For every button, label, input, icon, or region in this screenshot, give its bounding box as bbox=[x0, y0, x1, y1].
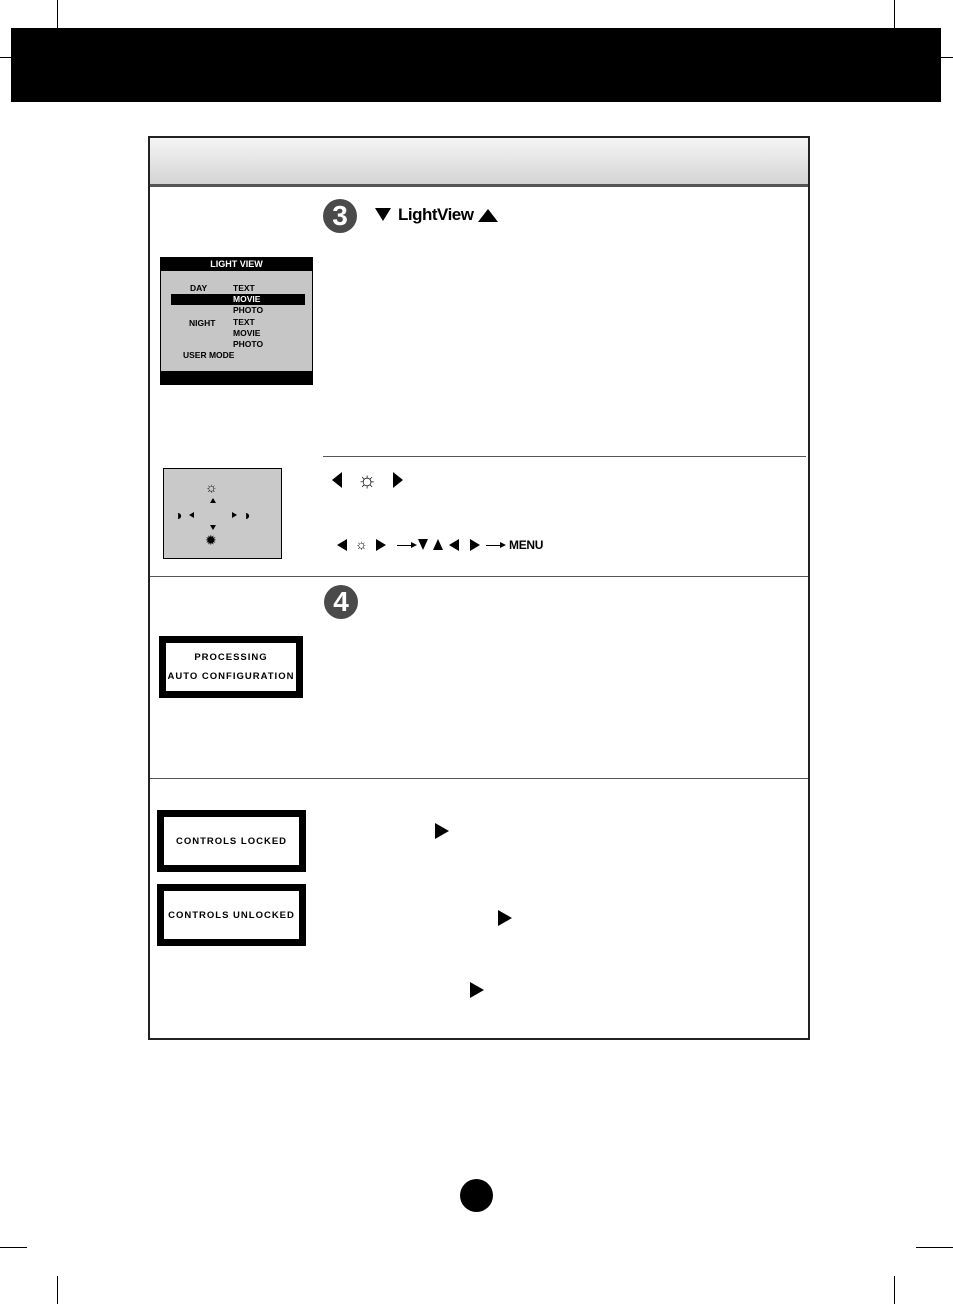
osd-group-day: DAY bbox=[190, 283, 208, 293]
brightness-icon: ☼ bbox=[355, 536, 368, 552]
osd-option-night-movie: MOVIE bbox=[233, 328, 261, 338]
section-title-band bbox=[150, 138, 808, 187]
osd-option-night-photo: PHOTO bbox=[233, 339, 264, 349]
controls-unlocked-box bbox=[157, 884, 306, 946]
controls-unlocked-text: CONTROLS UNLOCKED bbox=[168, 909, 295, 921]
left-triangle-icon bbox=[337, 539, 347, 551]
lightview-label: LightView bbox=[398, 205, 474, 224]
up-arrow-icon bbox=[210, 498, 216, 503]
left-arrow-icon bbox=[189, 512, 194, 518]
right-triangle-icon bbox=[376, 539, 386, 551]
light-view-osd bbox=[160, 257, 313, 385]
brightness-dark-icon: ✹ bbox=[205, 532, 217, 548]
down-triangle-icon bbox=[418, 539, 428, 550]
crop-mark bbox=[894, 1276, 895, 1304]
right-arrow-icon bbox=[470, 982, 484, 998]
contrast-icon: ◑ bbox=[242, 507, 251, 523]
down-triangle-icon bbox=[375, 208, 391, 221]
processing-line-2: AUTO CONFIGURATION bbox=[167, 671, 295, 682]
crop-mark bbox=[0, 57, 11, 58]
up-triangle-icon bbox=[478, 209, 498, 222]
section-divider bbox=[323, 456, 806, 457]
crop-mark bbox=[57, 0, 58, 28]
osd-title: LIGHT VIEW bbox=[161, 258, 312, 271]
osd-option-day-movie: MOVIE bbox=[233, 294, 261, 304]
crop-mark bbox=[894, 0, 895, 28]
osd-option-day-text: TEXT bbox=[233, 283, 255, 293]
osd-user-mode: USER MODE bbox=[183, 350, 235, 360]
sequence-arrow bbox=[397, 545, 411, 546]
osd-option-night-text: TEXT bbox=[233, 317, 255, 327]
right-arrow-icon bbox=[435, 823, 449, 839]
osd-option-day-photo: PHOTO bbox=[233, 305, 264, 315]
step-4-number: 4 bbox=[324, 585, 358, 619]
right-triangle-icon bbox=[470, 539, 480, 551]
right-arrow-icon bbox=[232, 512, 237, 518]
processing-line-1: PROCESSING bbox=[194, 652, 268, 663]
left-triangle-icon bbox=[449, 539, 459, 551]
crop-mark bbox=[0, 1247, 27, 1248]
button-diagram bbox=[163, 468, 282, 559]
crop-mark bbox=[941, 57, 953, 58]
brightness-icon: ☼ bbox=[205, 479, 218, 495]
up-triangle-icon bbox=[433, 539, 443, 550]
osd-footer bbox=[161, 371, 312, 384]
osd-group-night: NIGHT bbox=[189, 318, 216, 328]
menu-label: MENU bbox=[509, 538, 544, 552]
page-header-bar bbox=[11, 28, 941, 102]
brightness-icon: ☼ bbox=[357, 467, 378, 492]
left-triangle-icon bbox=[332, 472, 342, 488]
down-arrow-icon bbox=[210, 525, 216, 530]
sequence-arrow bbox=[486, 545, 500, 546]
step-3-number: 3 bbox=[323, 199, 357, 233]
controls-locked-box bbox=[157, 810, 306, 872]
right-arrow-icon bbox=[498, 910, 512, 926]
controls-locked-text: CONTROLS LOCKED bbox=[175, 835, 288, 847]
crop-mark bbox=[916, 1247, 953, 1248]
crop-mark bbox=[57, 1276, 58, 1304]
section-divider bbox=[150, 576, 808, 577]
section-divider bbox=[150, 778, 808, 779]
sequence-arrow-head bbox=[500, 542, 506, 548]
page-number-circle bbox=[460, 1179, 493, 1212]
processing-osd-box bbox=[159, 636, 303, 698]
contrast-icon: ◑ bbox=[174, 507, 183, 523]
sequence-arrow-head bbox=[411, 542, 417, 548]
right-triangle-icon bbox=[393, 472, 403, 488]
